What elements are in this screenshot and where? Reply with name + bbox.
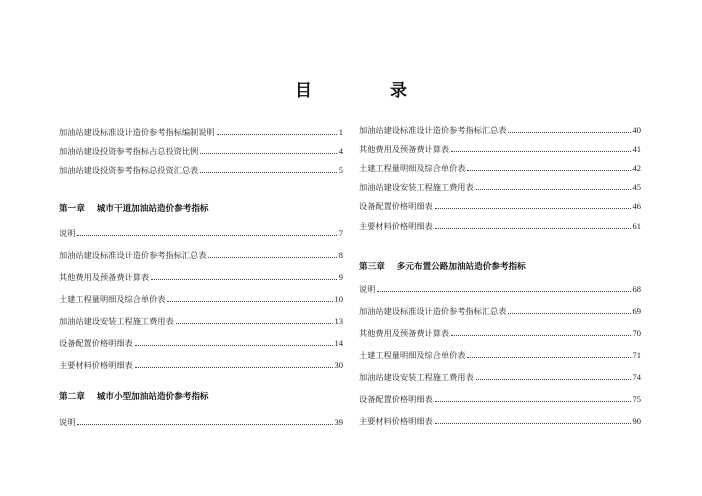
toc-page-number: 75 bbox=[632, 394, 641, 404]
toc-entry[interactable] bbox=[59, 356, 343, 370]
toc-entry-title: 其他费用及预备费计算表 bbox=[359, 144, 450, 154]
toc-entry-title: 加油站建设标准设计造价参考指标编制说明 bbox=[59, 127, 215, 137]
dot-leader bbox=[135, 366, 333, 368]
toc-entry[interactable] bbox=[59, 224, 343, 238]
toc-entry[interactable] bbox=[359, 140, 641, 154]
chapter-title: 城市干道加油站造价参考指标 bbox=[96, 204, 209, 214]
dot-leader bbox=[451, 150, 630, 152]
toc-entry-title: 主要材料价格明细表 bbox=[359, 221, 433, 231]
dot-leader bbox=[200, 171, 337, 173]
toc-entry[interactable] bbox=[359, 178, 641, 192]
chapter-heading[interactable] bbox=[359, 260, 641, 274]
toc-entry-title: 说明 bbox=[59, 228, 76, 238]
dot-leader bbox=[508, 131, 630, 133]
dot-leader bbox=[176, 322, 333, 324]
toc-entry[interactable] bbox=[59, 413, 343, 427]
toc-entry-title: 说明 bbox=[59, 417, 76, 427]
toc-page-number: 46 bbox=[632, 201, 641, 211]
toc-page-number: 9 bbox=[338, 272, 343, 282]
dot-leader bbox=[467, 356, 630, 358]
toc-entry[interactable] bbox=[59, 142, 343, 156]
toc-page-number: 69 bbox=[632, 306, 641, 316]
toc-entry[interactable] bbox=[59, 123, 343, 137]
dot-leader bbox=[435, 400, 631, 402]
dot-leader bbox=[151, 278, 337, 280]
dot-leader bbox=[435, 227, 631, 229]
toc-page-number: 41 bbox=[632, 144, 641, 154]
dot-leader bbox=[167, 300, 332, 302]
chapter-heading[interactable] bbox=[59, 390, 343, 404]
chapter-number: 第一章 bbox=[59, 204, 85, 214]
toc-entry-title: 土建工程量明细及综合单价表 bbox=[359, 163, 466, 173]
chapter-heading[interactable] bbox=[59, 202, 343, 216]
toc-entry-title: 加油站建设标准设计造价参考指标汇总表 bbox=[359, 125, 507, 135]
dot-leader bbox=[476, 188, 631, 190]
dot-leader bbox=[77, 423, 332, 425]
toc-entry-title: 设备配置价格明细表 bbox=[359, 201, 433, 211]
dot-leader bbox=[435, 422, 631, 424]
toc-page-number: 1 bbox=[338, 127, 343, 137]
toc-page-number: 74 bbox=[632, 372, 641, 382]
toc-entry[interactable] bbox=[59, 334, 343, 348]
toc-page-number: 42 bbox=[632, 163, 641, 173]
toc-page-number: 13 bbox=[334, 316, 343, 326]
toc-entry[interactable] bbox=[359, 412, 641, 426]
toc-entry[interactable] bbox=[359, 280, 641, 294]
toc-page-number: 90 bbox=[632, 416, 641, 426]
toc-entry[interactable] bbox=[359, 302, 641, 316]
toc-page-number: 45 bbox=[632, 182, 641, 192]
toc-entry-title: 加油站建设投资参考指标总投资汇总表 bbox=[59, 165, 199, 175]
toc-entry[interactable] bbox=[59, 268, 343, 282]
toc-page-number: 70 bbox=[632, 328, 641, 338]
dot-leader bbox=[135, 344, 333, 346]
toc-page-number: 71 bbox=[632, 350, 641, 360]
toc-page-number: 40 bbox=[632, 125, 641, 135]
toc-entry[interactable] bbox=[359, 217, 641, 231]
toc-entry-title: 加油站建设投资参考指标占总投资比例 bbox=[59, 146, 199, 156]
toc-entry-title: 设备配置价格明细表 bbox=[59, 338, 133, 348]
toc-page-number: 30 bbox=[334, 360, 343, 370]
toc-page-number: 5 bbox=[338, 165, 343, 175]
toc-entry-title: 设备配置价格明细表 bbox=[359, 394, 433, 404]
dot-leader bbox=[200, 152, 337, 154]
toc-entry-title: 土建工程量明细及综合单价表 bbox=[59, 294, 166, 304]
toc-entry-title: 说明 bbox=[359, 284, 376, 294]
chapter-number: 第三章 bbox=[359, 262, 385, 272]
toc-page-number: 8 bbox=[338, 250, 343, 260]
toc-entry[interactable] bbox=[59, 246, 343, 260]
toc-entry-title: 其他费用及预备费计算表 bbox=[59, 272, 150, 282]
dot-leader bbox=[208, 256, 336, 258]
dot-leader bbox=[217, 133, 337, 135]
toc-entry[interactable] bbox=[59, 290, 343, 304]
toc-entry[interactable] bbox=[359, 197, 641, 211]
toc-entry-title: 加油站建设标准设计造价参考指标汇总表 bbox=[359, 306, 507, 316]
toc-entry-title: 主要材料价格明细表 bbox=[59, 360, 133, 370]
toc-entry[interactable] bbox=[359, 346, 641, 360]
dot-leader bbox=[508, 312, 630, 314]
toc-page-number: 10 bbox=[334, 294, 343, 304]
toc-page-number: 7 bbox=[338, 228, 343, 238]
chapter-title: 多元布置公路加油站造价参考指标 bbox=[396, 262, 526, 272]
dot-leader bbox=[467, 169, 630, 171]
toc-entry[interactable] bbox=[359, 324, 641, 338]
dot-leader bbox=[435, 207, 631, 209]
toc-entry-title: 加油站建设安装工程施工费用表 bbox=[359, 372, 474, 382]
toc-entry-title: 土建工程量明细及综合单价表 bbox=[359, 350, 466, 360]
toc-entry[interactable] bbox=[359, 121, 641, 135]
toc-page-number: 61 bbox=[632, 221, 641, 231]
toc-entry-title: 加油站建设安装工程施工费用表 bbox=[359, 182, 474, 192]
dot-leader bbox=[451, 334, 630, 336]
toc-entry[interactable] bbox=[59, 312, 343, 326]
toc-page-number: 4 bbox=[338, 146, 343, 156]
dot-leader bbox=[377, 290, 630, 292]
chapter-title: 城市小型加油站造价参考指标 bbox=[96, 392, 209, 402]
toc-entry-title: 加油站建设安装工程施工费用表 bbox=[59, 316, 174, 326]
toc-entry[interactable] bbox=[359, 368, 641, 382]
chapter-number: 第二章 bbox=[59, 392, 85, 402]
toc-entry-title: 加油站建设标准设计造价参考指标汇总表 bbox=[59, 250, 207, 260]
page-title: 目 录 bbox=[295, 81, 443, 101]
dot-leader bbox=[476, 378, 631, 380]
toc-entry-title: 其他费用及预备费计算表 bbox=[359, 328, 450, 338]
toc-entry-title: 主要材料价格明细表 bbox=[359, 416, 433, 426]
toc-page-number: 39 bbox=[334, 417, 343, 427]
toc-entry[interactable] bbox=[59, 161, 343, 175]
toc-page-number: 14 bbox=[334, 338, 343, 348]
toc-entry[interactable] bbox=[359, 159, 641, 173]
toc-page-number: 68 bbox=[632, 284, 641, 294]
toc-entry[interactable] bbox=[359, 390, 641, 404]
dot-leader bbox=[77, 234, 336, 236]
